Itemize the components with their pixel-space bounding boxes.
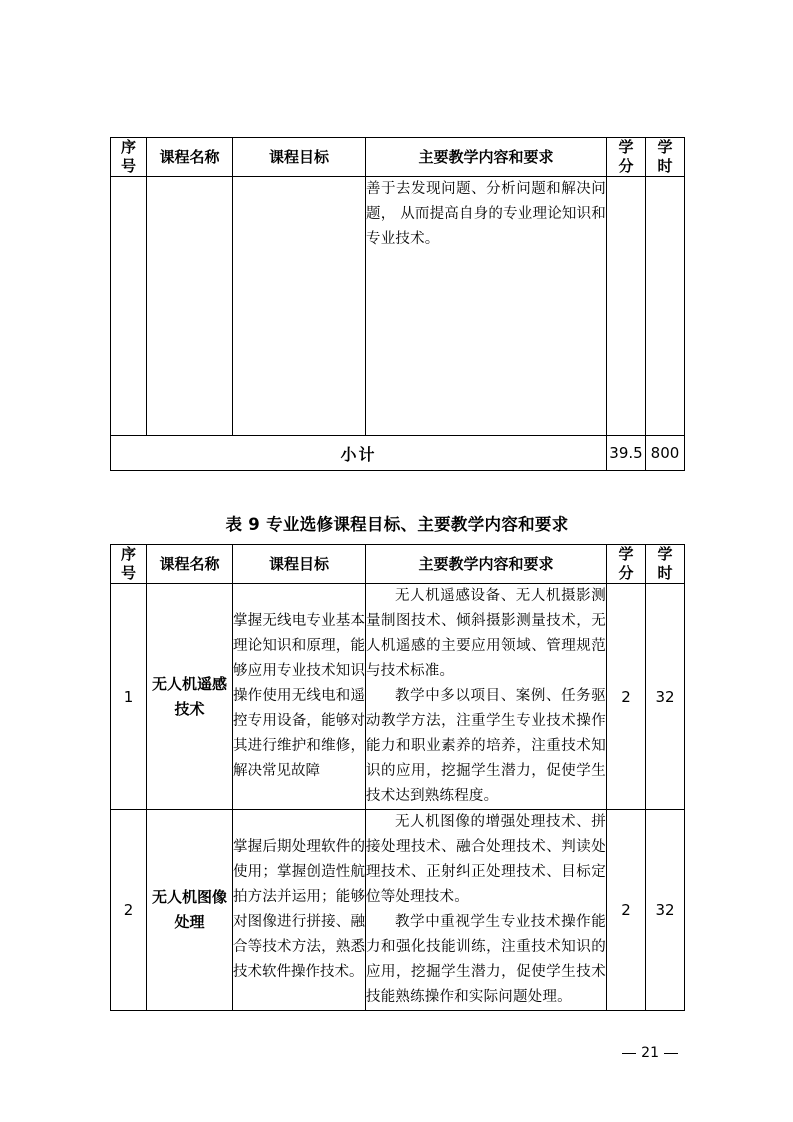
- table-required-courses-continued: [110, 137, 685, 471]
- column-header-credits-line1: 学: [618, 545, 634, 563]
- column-header-course-name: 课程名称: [147, 545, 233, 584]
- column-header-hours-line1: 学: [657, 545, 673, 563]
- column-header-seq: [111, 545, 147, 584]
- table-row: [111, 584, 685, 810]
- main-content-paragraph-1: 无人机图像的增强处理技术、拼接处理技术、融合处理技术、判读处理技术、正射纠正处理技术、目标定位等处理技术。: [366, 814, 606, 905]
- cell-hours: 32: [646, 584, 685, 810]
- column-header-hours: [646, 545, 685, 584]
- cell-hours: 32: [646, 810, 685, 1011]
- cell-course-goal-empty: [233, 177, 366, 436]
- cell-seq-empty: [111, 177, 147, 436]
- column-header-seq-line1: 序: [120, 138, 136, 156]
- column-header-credits-line1: 学: [618, 138, 634, 156]
- continued-text: 善于去发现问题、分析问题和解决问题， 从而提高自身的专业理论知识和专业技术。: [366, 181, 607, 247]
- cell-credits: 2: [607, 584, 646, 810]
- cell-main-content: [366, 584, 607, 810]
- cell-credits-empty: [607, 177, 646, 436]
- column-header-credits: [607, 138, 646, 177]
- table-subtotal-row: [111, 436, 685, 471]
- column-header-hours-line2: 时: [657, 157, 673, 175]
- column-header-hours: [646, 138, 685, 177]
- cell-course-name: 无人机遥感技术: [147, 584, 233, 810]
- column-header-credits: [607, 545, 646, 584]
- table-row: [111, 810, 685, 1011]
- page-footer: [617, 1045, 683, 1061]
- cell-course-goal: 掌握后期处理软件的使用；掌握创造性航拍方法并运用；能够对图像进行拼接、融合等技术方法，熟悉技术软件操作技术。: [233, 810, 366, 1011]
- table-row: [111, 177, 685, 436]
- cell-seq: 1: [111, 584, 147, 810]
- cell-hours-empty: [646, 177, 685, 436]
- main-content-paragraph-1: 无人机遥感设备、无人机摄影测量制图技术、倾斜摄影测量技术，无人机遥感的主要应用领域、管理规范与技术标准。: [366, 588, 606, 679]
- table-elective-courses: [110, 544, 685, 1011]
- cell-seq: 2: [111, 810, 147, 1011]
- column-header-course-goal: 课程目标: [233, 545, 366, 584]
- footer-dash-right: [664, 1053, 678, 1054]
- column-header-seq: [111, 138, 147, 177]
- table9-caption-text: 表 9 专业选修课程目标、主要教学内容和要求: [225, 515, 569, 534]
- column-header-main-content: 主要教学内容和要求: [366, 545, 607, 584]
- column-header-main-content: 主要教学内容和要求: [366, 138, 607, 177]
- cell-main-content-continued: [366, 177, 607, 436]
- table9-caption: [110, 511, 684, 535]
- page-number: 21: [641, 1045, 659, 1061]
- table-header-row: [111, 138, 685, 177]
- column-header-credits-line2: 分: [618, 157, 634, 175]
- cell-credits: 2: [607, 810, 646, 1011]
- main-content-paragraph-2: 教学中多以项目、案例、任务驱动教学方法，注重学生专业技术操作能力和职业素养的培养，注重技术知识的应用，挖掘学生潜力，促使学生技术达到熟练程度。: [366, 688, 606, 804]
- subtotal-hours: 800: [646, 436, 685, 471]
- main-content-paragraph-2: 教学中重视学生专业技术操作能力和强化技能训练，注重技术知识的应用，挖掘学生潜力，促使学生技术技能熟练操作和实际问题处理。: [366, 914, 606, 1005]
- cell-main-content: [366, 810, 607, 1011]
- page-content: [110, 137, 684, 1011]
- cell-course-goal: 掌握无线电专业基本理论知识和原理，能够应用专业技术知识操作使用无线电和遥控专用设备，能够对其进行维护和维修，解决常见故障: [233, 584, 366, 810]
- column-header-course-name: 课程名称: [147, 138, 233, 177]
- column-header-seq-line2: 号: [120, 157, 136, 175]
- footer-dash-left: [622, 1053, 636, 1054]
- column-header-credits-line2: 分: [618, 564, 634, 582]
- cell-course-name-empty: [147, 177, 233, 436]
- column-header-seq-line1: 序: [120, 545, 136, 563]
- column-header-hours-line1: 学: [657, 138, 673, 156]
- column-header-seq-line2: 号: [120, 564, 136, 582]
- column-header-hours-line2: 时: [657, 564, 673, 582]
- table-header-row: [111, 545, 685, 584]
- column-header-course-goal: 课程目标: [233, 138, 366, 177]
- subtotal-label: 小计: [111, 436, 607, 471]
- cell-course-name: 无人机图像处理: [147, 810, 233, 1011]
- subtotal-credits: 39.5: [607, 436, 646, 471]
